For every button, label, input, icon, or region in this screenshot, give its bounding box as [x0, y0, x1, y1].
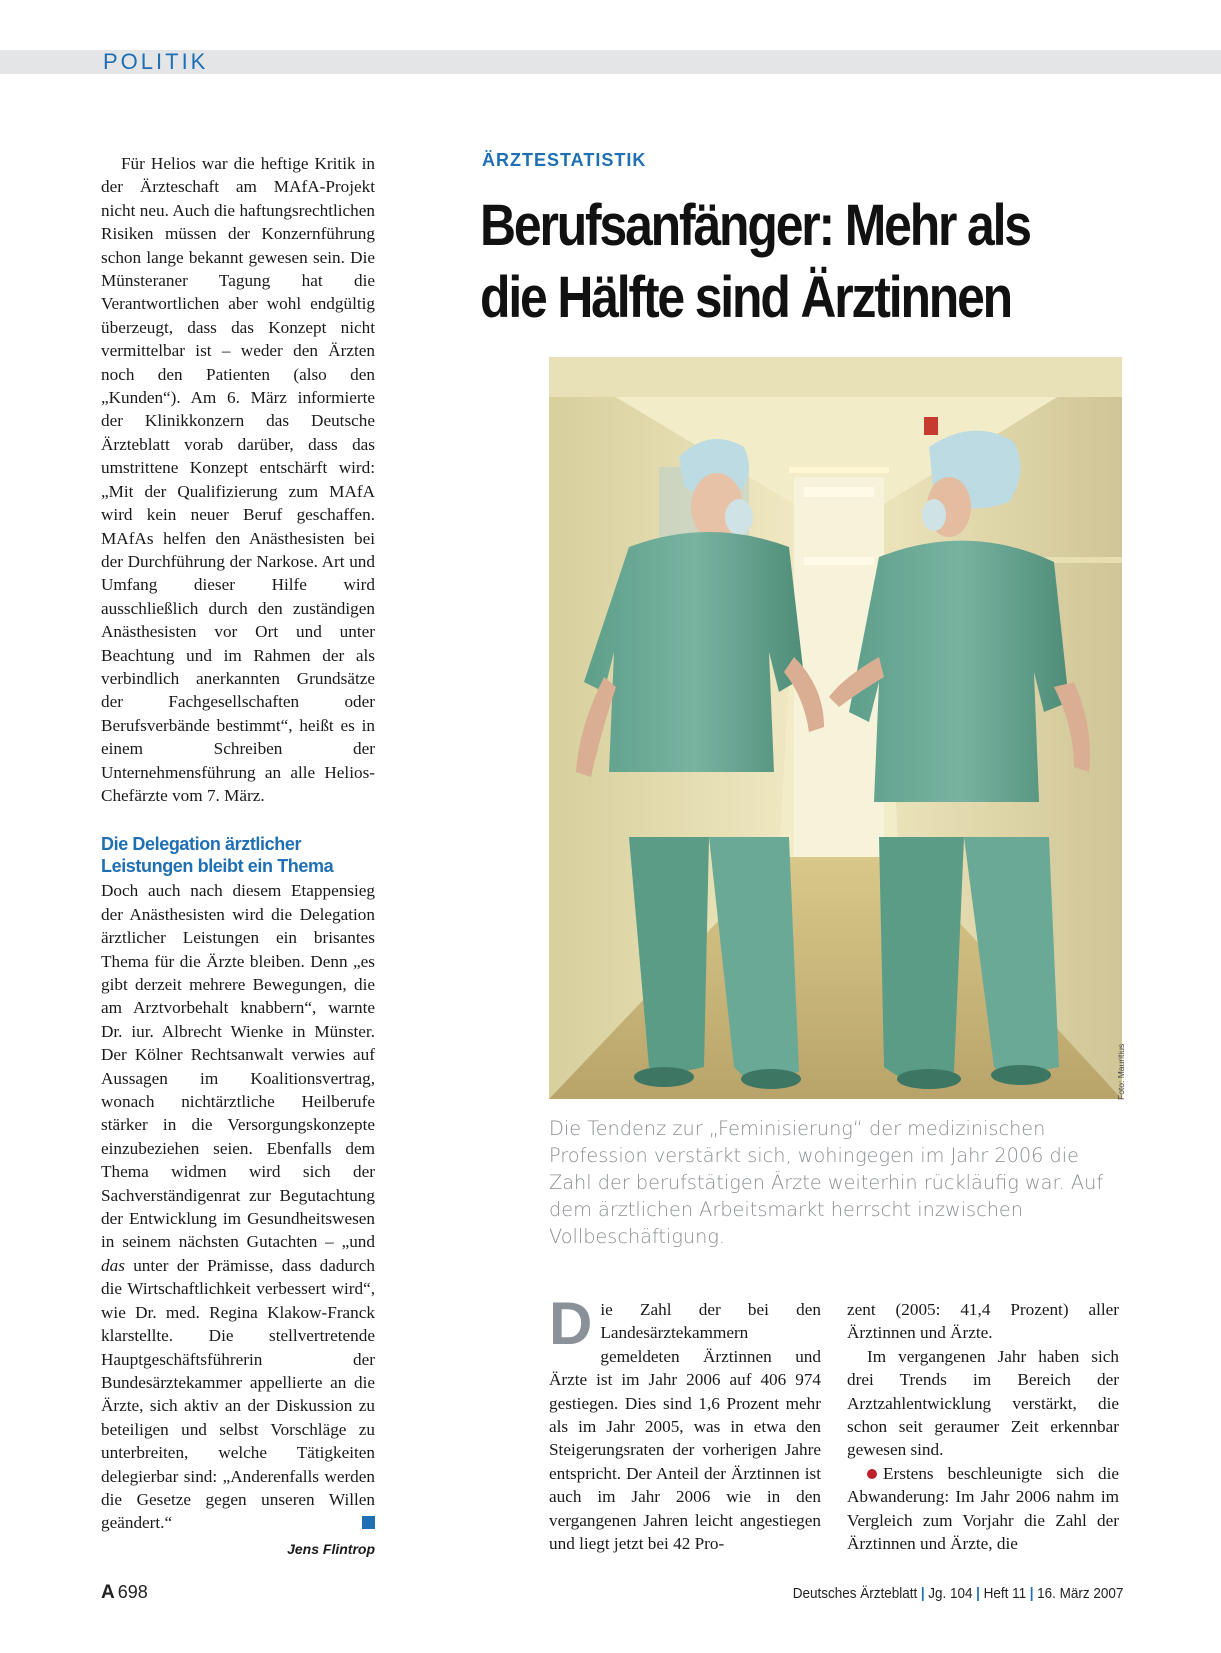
- bullet-point-icon: [867, 1469, 877, 1479]
- article-body-column-2: [847, 1298, 1119, 1555]
- footer-separator: |: [975, 1585, 980, 1602]
- article-body-column-1: [549, 1290, 821, 1555]
- author-name: Jens Flintrop: [287, 1540, 375, 1557]
- footer-separator: |: [1029, 1585, 1034, 1602]
- photo-credit: Foto: Mauritius: [1116, 1043, 1126, 1100]
- page-number-value: 698: [117, 1582, 148, 1602]
- left-subheading: Die Delegation ärztlicher Leistungen bleibt ein Thema: [101, 834, 334, 877]
- article-body-paragraph-2: zent (2005: 41,4 Prozent) aller Ärztinnen und Ärzte.: [847, 1300, 1119, 1343]
- left-paragraph-2-b: unter der Prämisse, dass dadurch die Wirtschaftlichkeit verbessert wird“, wie Dr. med. Regina Klakow-Franck klarstellte. Die stellvertretende Hauptgeschäftsführerin der Bundesärztekammer appellierte an die Ärzte, sich aktiv an der Diskussion zu beteiligen und selbst Vorschläge zu unterbreiten, welche Tätigkeiten delegierbar sind: „Anderenfalls werden die Gesetze gegen unseren Willen geändert.“: [101, 1255, 376, 1533]
- photo-caption: Die Tendenz zur „Feminisierung“ der medizinischen Profession verstärkt sich, wohingegen im Jahr 2006 die Zahl der berufstätigen Ärzte weiterhin rückläufig war. Auf dem ärztlichen Arbeitsmarkt herrscht inzwischen Vollbeschäftigung.: [549, 1117, 1104, 1248]
- left-paragraph-1: Für Helios war die heftige Kritik in der Ärzteschaft am MAfA-Projekt nicht neu. Auch die haftungsrechtlichen Risiken müssen der Konzernführung schon lange bekannt gewesen sein. Die Münsteraner Tagung hat die Verantwortlichen aber wohl endgültig überzeugt, dass das Konzept nicht vermittelbar ist – weder den Ärzten noch den Patienten (also den „Kunden“). Am 6. März informierte der Klinikkonzern das Deutsche Ärzteblatt vorab darüber, dass das umstrittene Konzept entschärft wird: „Mit der Qualifizierung zum MAfA wird kein neuer Beruf geschaffen. MAfAs helfen den Anästhesisten bei der Durchführung der Narkose. Art und Umfang dieser Hilfe wird ausschließlich durch den zuständigen Anästhesisten vor Ort und unter Beachtung und im Rahmen der als verbindlich anerkannten Grundsätze der Fachgesellschaften oder Berufsverbände bestimmt“, heißt es in einem Schreiben der Unternehmensführung an alle Helios-Chefärzte vom 7. März.: [101, 154, 375, 805]
- left-paragraph-2-a: Doch auch nach diesem Etappensieg der Anästhesisten wird die Delegation ärztlicher Leistungen ein brisantes Thema für die Ärzte bleiben. Denn „es gibt derzeit mehrere Bewegungen, die am Arztvorbehalt knabbern“, warnte Dr. iur. Albrecht Wienke in Münster. Der Kölner Rechtsanwalt verwies auf Aussagen im Koalitionsvertrag, wonach nichtärztliche Heilberufe stärker in die Versorgungskonzepte einzubeziehen seien. Ebenfalls dem Thema widmen wird sich der Sachverständigenrat zur Begutachtung der Entwicklung im Gesundheitswesen in seinem nächsten Gutachten – „und: [101, 881, 375, 1252]
- left-paragraph-2: [101, 879, 375, 1534]
- footer-reference: [792, 1585, 1123, 1602]
- section-label: POLITIK: [103, 49, 209, 74]
- article-photo: [549, 357, 1122, 1099]
- left-column: [101, 152, 375, 1561]
- headline-line-1: Berufsanfänger: Mehr als: [480, 193, 1030, 258]
- left-paragraph-2-emphasis: das: [101, 1255, 125, 1275]
- article-headline: [480, 190, 1048, 334]
- article-body-paragraph-1: ie Zahl der bei den Landesärztekammern gemeldeten Ärztinnen und Ärzte ist im Jahr 2006 auf 406 974 gestiegen. Dies sind 1,6 Prozent mehr als im Jahr 2005, was in etwa den Steigerungsraten der vorherigen Jahre entspricht. Der Anteil der Ärztinnen ist auch im Jahr 2006 wie in den vergangenen Jahren leicht angestiegen und liegt jetzt bei 42 Pro-: [549, 1300, 821, 1554]
- article-kicker: ÄRZTESTATISTIK: [482, 150, 647, 170]
- dropcap-letter: D: [549, 1290, 593, 1357]
- page-number-prefix: A: [101, 1582, 115, 1603]
- article-body-paragraph-4: [847, 1462, 1119, 1556]
- photo-illustration: [549, 357, 1122, 1099]
- page-number: [101, 1582, 148, 1604]
- end-of-article-square-icon: [362, 1516, 375, 1529]
- footer-journal: Deutsches Ärzteblatt: [792, 1585, 917, 1602]
- footer-issue: Heft 11: [983, 1585, 1026, 1602]
- footer-volume: Jg. 104: [927, 1585, 973, 1602]
- footer-date: 16. März 2007: [1036, 1585, 1123, 1602]
- headline-line-2: die Hälfte sind Ärztinnen: [480, 265, 1012, 330]
- article-body-bullet-text: Erstens beschleunigte sich die Abwanderung: Im Jahr 2006 nahm im Vergleich zum Vorjahr die Zahl der Ärztinnen und Ärzte, die: [847, 1463, 1119, 1554]
- footer-separator: |: [920, 1585, 925, 1602]
- article-body-paragraph-3: Im vergangenen Jahr haben sich drei Trends im Bereich der Arztzahlentwicklung verstärkt, die schon seit geraumer Zeit erkennbar gewesen sind.: [847, 1346, 1119, 1460]
